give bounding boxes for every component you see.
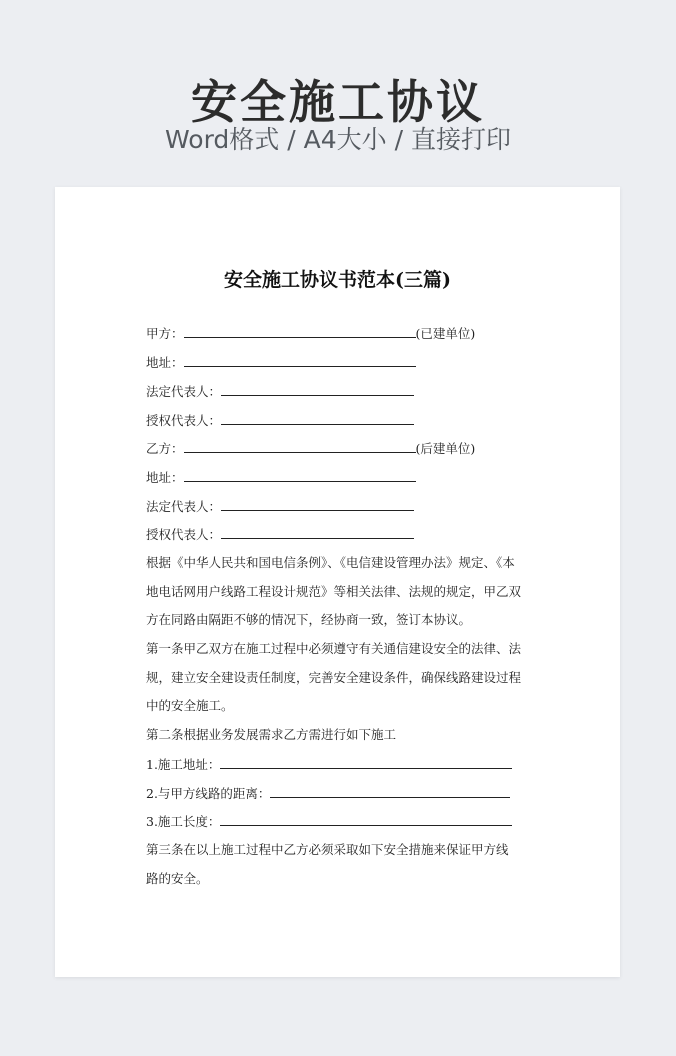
party-a-label: 甲方： [146, 326, 184, 341]
address-b-blank[interactable] [184, 469, 416, 482]
document-title: 安全施工协议书范本(三篇) [224, 269, 451, 291]
item-1-blank[interactable] [220, 756, 512, 769]
legal-rep-a-label: 法定代表人： [146, 384, 222, 399]
preamble-line-3: 方在同路由隔距不够的情况下，经协商一致，签订本协议。 [146, 612, 472, 627]
banner-subtitle: Word格式 / A4大小 / 直接打印 [165, 125, 511, 154]
item-3-label: 3.施工长度： [146, 814, 221, 829]
address-a-label: 地址： [146, 355, 184, 370]
legal-rep-b-row [146, 498, 414, 515]
item-1-label: 1.施工地址： [146, 757, 221, 772]
article-3-line-1: 第三条在以上施工过程中乙方必须采取如下安全措施来保证甲方线 [146, 842, 509, 857]
party-b-row [146, 440, 475, 457]
party-b-note: (后建单位) [415, 441, 476, 456]
article-3-line-2: 路的安全。 [146, 871, 209, 886]
preamble-line-1: 根据《中华人民共和国电信条例》、《电信建设管理办法》规定、《本 [146, 555, 515, 570]
article-2-line-1: 第二条根据业务发展需求乙方需进行如下施工 [146, 727, 397, 742]
auth-rep-a-row [146, 412, 414, 429]
auth-rep-a-label: 授权代表人： [146, 413, 222, 428]
document-page [55, 187, 620, 977]
item-2-blank[interactable] [270, 785, 510, 798]
address-a-blank[interactable] [184, 354, 416, 367]
auth-rep-b-label: 授权代表人： [146, 527, 222, 542]
auth-rep-b-blank[interactable] [221, 526, 414, 539]
item-2-label: 2.与甲方线路的距离： [146, 786, 271, 801]
auth-rep-b-row [146, 526, 414, 543]
article-1-line-3: 中的安全施工。 [146, 698, 234, 713]
legal-rep-a-row [146, 383, 414, 400]
legal-rep-b-blank[interactable] [221, 498, 414, 511]
item-3-blank[interactable] [220, 813, 512, 826]
legal-rep-b-label: 法定代表人： [146, 499, 222, 514]
item-1-row [146, 756, 512, 773]
address-b-label: 地址： [146, 470, 184, 485]
item-2-row [146, 785, 510, 802]
legal-rep-a-blank[interactable] [221, 383, 414, 396]
party-a-blank[interactable] [184, 325, 416, 338]
preamble-line-2: 地电话网用户线路工程设计规范》等相关法律、法规的规定，甲乙双 [146, 584, 522, 599]
item-3-row [146, 813, 512, 830]
party-b-blank[interactable] [184, 440, 416, 453]
auth-rep-a-blank[interactable] [221, 412, 414, 425]
address-b-row [146, 469, 416, 486]
party-a-row [146, 325, 475, 342]
article-1-line-2: 规，建立安全建设责任制度，完善安全建设条件，确保线路建设过程 [146, 670, 522, 685]
article-1-line-1: 第一条甲乙双方在施工过程中必须遵守有关通信建设安全的法律、法 [146, 641, 522, 656]
banner-title: 安全施工协议 [191, 75, 485, 129]
address-a-row [146, 354, 416, 371]
party-b-label: 乙方： [146, 441, 184, 456]
party-a-note: (已建单位) [415, 326, 476, 341]
